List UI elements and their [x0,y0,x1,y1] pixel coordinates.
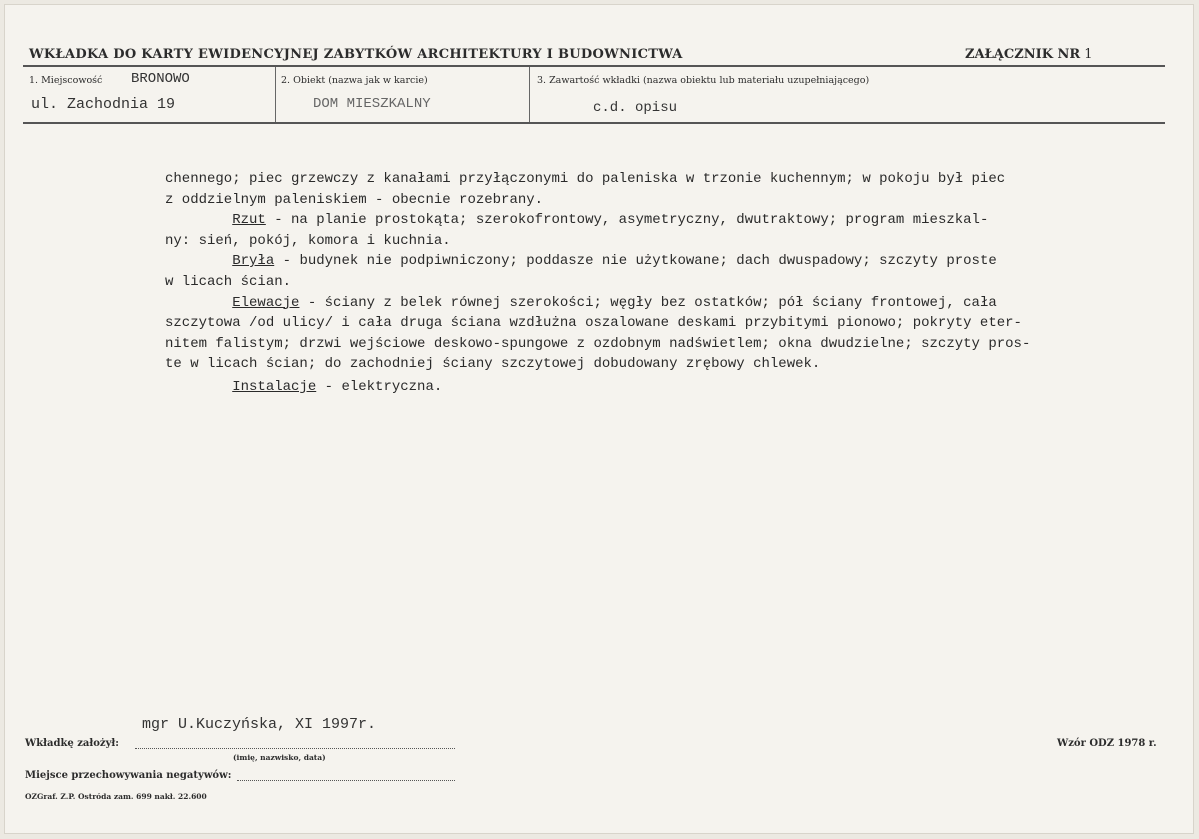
attachment-number: 1 [1084,47,1093,62]
object-label: 2. Obiekt (nazwa jak w karcie) [281,75,428,86]
author-value: mgr U.Kuczyńska, XI 1997r. [142,716,377,733]
text-span: - elektryczna. [316,378,443,395]
column-divider-2 [529,67,530,122]
text-line: z oddzielnym paleniskiem - obecnie rozebrany. [165,191,544,208]
print-info: OZGraf. Z.P. Ostróda zam. 699 nakł. 22.600 [25,792,207,801]
attachment-label [965,47,1093,62]
column-divider-1 [275,67,276,122]
text-line: w licach ścian. [165,273,292,290]
text-line [165,211,1175,230]
record-card [4,4,1194,834]
place-label: 1. Miejscowość [29,75,103,86]
text-line: te w licach ścian; do zachodniej ściany szczytowej dobudowany zrębowy chlewek. [165,356,821,373]
section-heading-elewacje: Elewacje [232,294,300,311]
text-line: ny: sień, pokój, komora i kuchnia. [165,232,451,249]
header-rule-top [23,65,1165,67]
object-value: DOM MIESZKALNY [313,96,431,112]
text-line: chennego; piec grzewczy z kanałami przyłączonymi do paleniska w trzonie kuchennym; w pokoju był piec [165,171,1006,187]
text-line: szczytowa /od ulicy/ i cała druga ściana wzdłużna oszalowane deskami przybitymi pionowo; pokryty eter- [165,315,1022,332]
content-value: c.d. opisu [593,100,678,116]
section-heading-bryla: Bryła [232,253,275,270]
content-label: 3. Zawartość wkładki (nazwa obiektu lub materiału uzupełniającego) [537,75,870,86]
text-line [165,294,1175,313]
text-line [165,252,1175,271]
author-dotted-line [135,748,455,749]
form-template-label: Wzór ODZ 1978 r. [1057,738,1157,749]
text-line: nitem falistym; drzwi wejściowe deskowo-spungowe z ozdobnym nadświetlem; okna dwudzielne; szczyty pros- [165,335,1031,352]
section-heading-instalacje: Instalacje [232,378,317,395]
author-hint: (imię, nazwisko, data) [233,753,326,762]
place-value: BRONOWO [131,71,190,87]
storage-dotted-line [237,780,455,781]
address-value: ul. Zachodnia 19 [31,96,176,113]
storage-label: Miejsce przechowywania negatywów: [25,770,232,781]
text-span: - budynek nie podpiwniczony; poddasze nie użytkowane; dach dwuspadowy; szczyty proste [274,253,997,270]
header-rule-bottom [23,122,1165,124]
description-text [165,170,1175,399]
section-heading-rzut: Rzut [232,212,266,229]
text-span: - ściany z belek równej szerokości; węgły bez ostatków; pół ściany frontowej, cała [299,294,997,311]
text-span: - na planie prostokąta; szerokofrontowy, asymetryczny, dwutraktowy; program mieszkal- [265,212,989,229]
form-title: WKŁADKA DO KARTY EWIDENCYJNEJ ZABYTKÓW ARCHITEKTURY I BUDOWNICTWA [29,47,683,62]
author-label: Wkładkę założył: [25,738,119,749]
attachment-label-text: ZAŁĄCZNIK NR [965,47,1081,62]
text-line [165,378,1175,397]
